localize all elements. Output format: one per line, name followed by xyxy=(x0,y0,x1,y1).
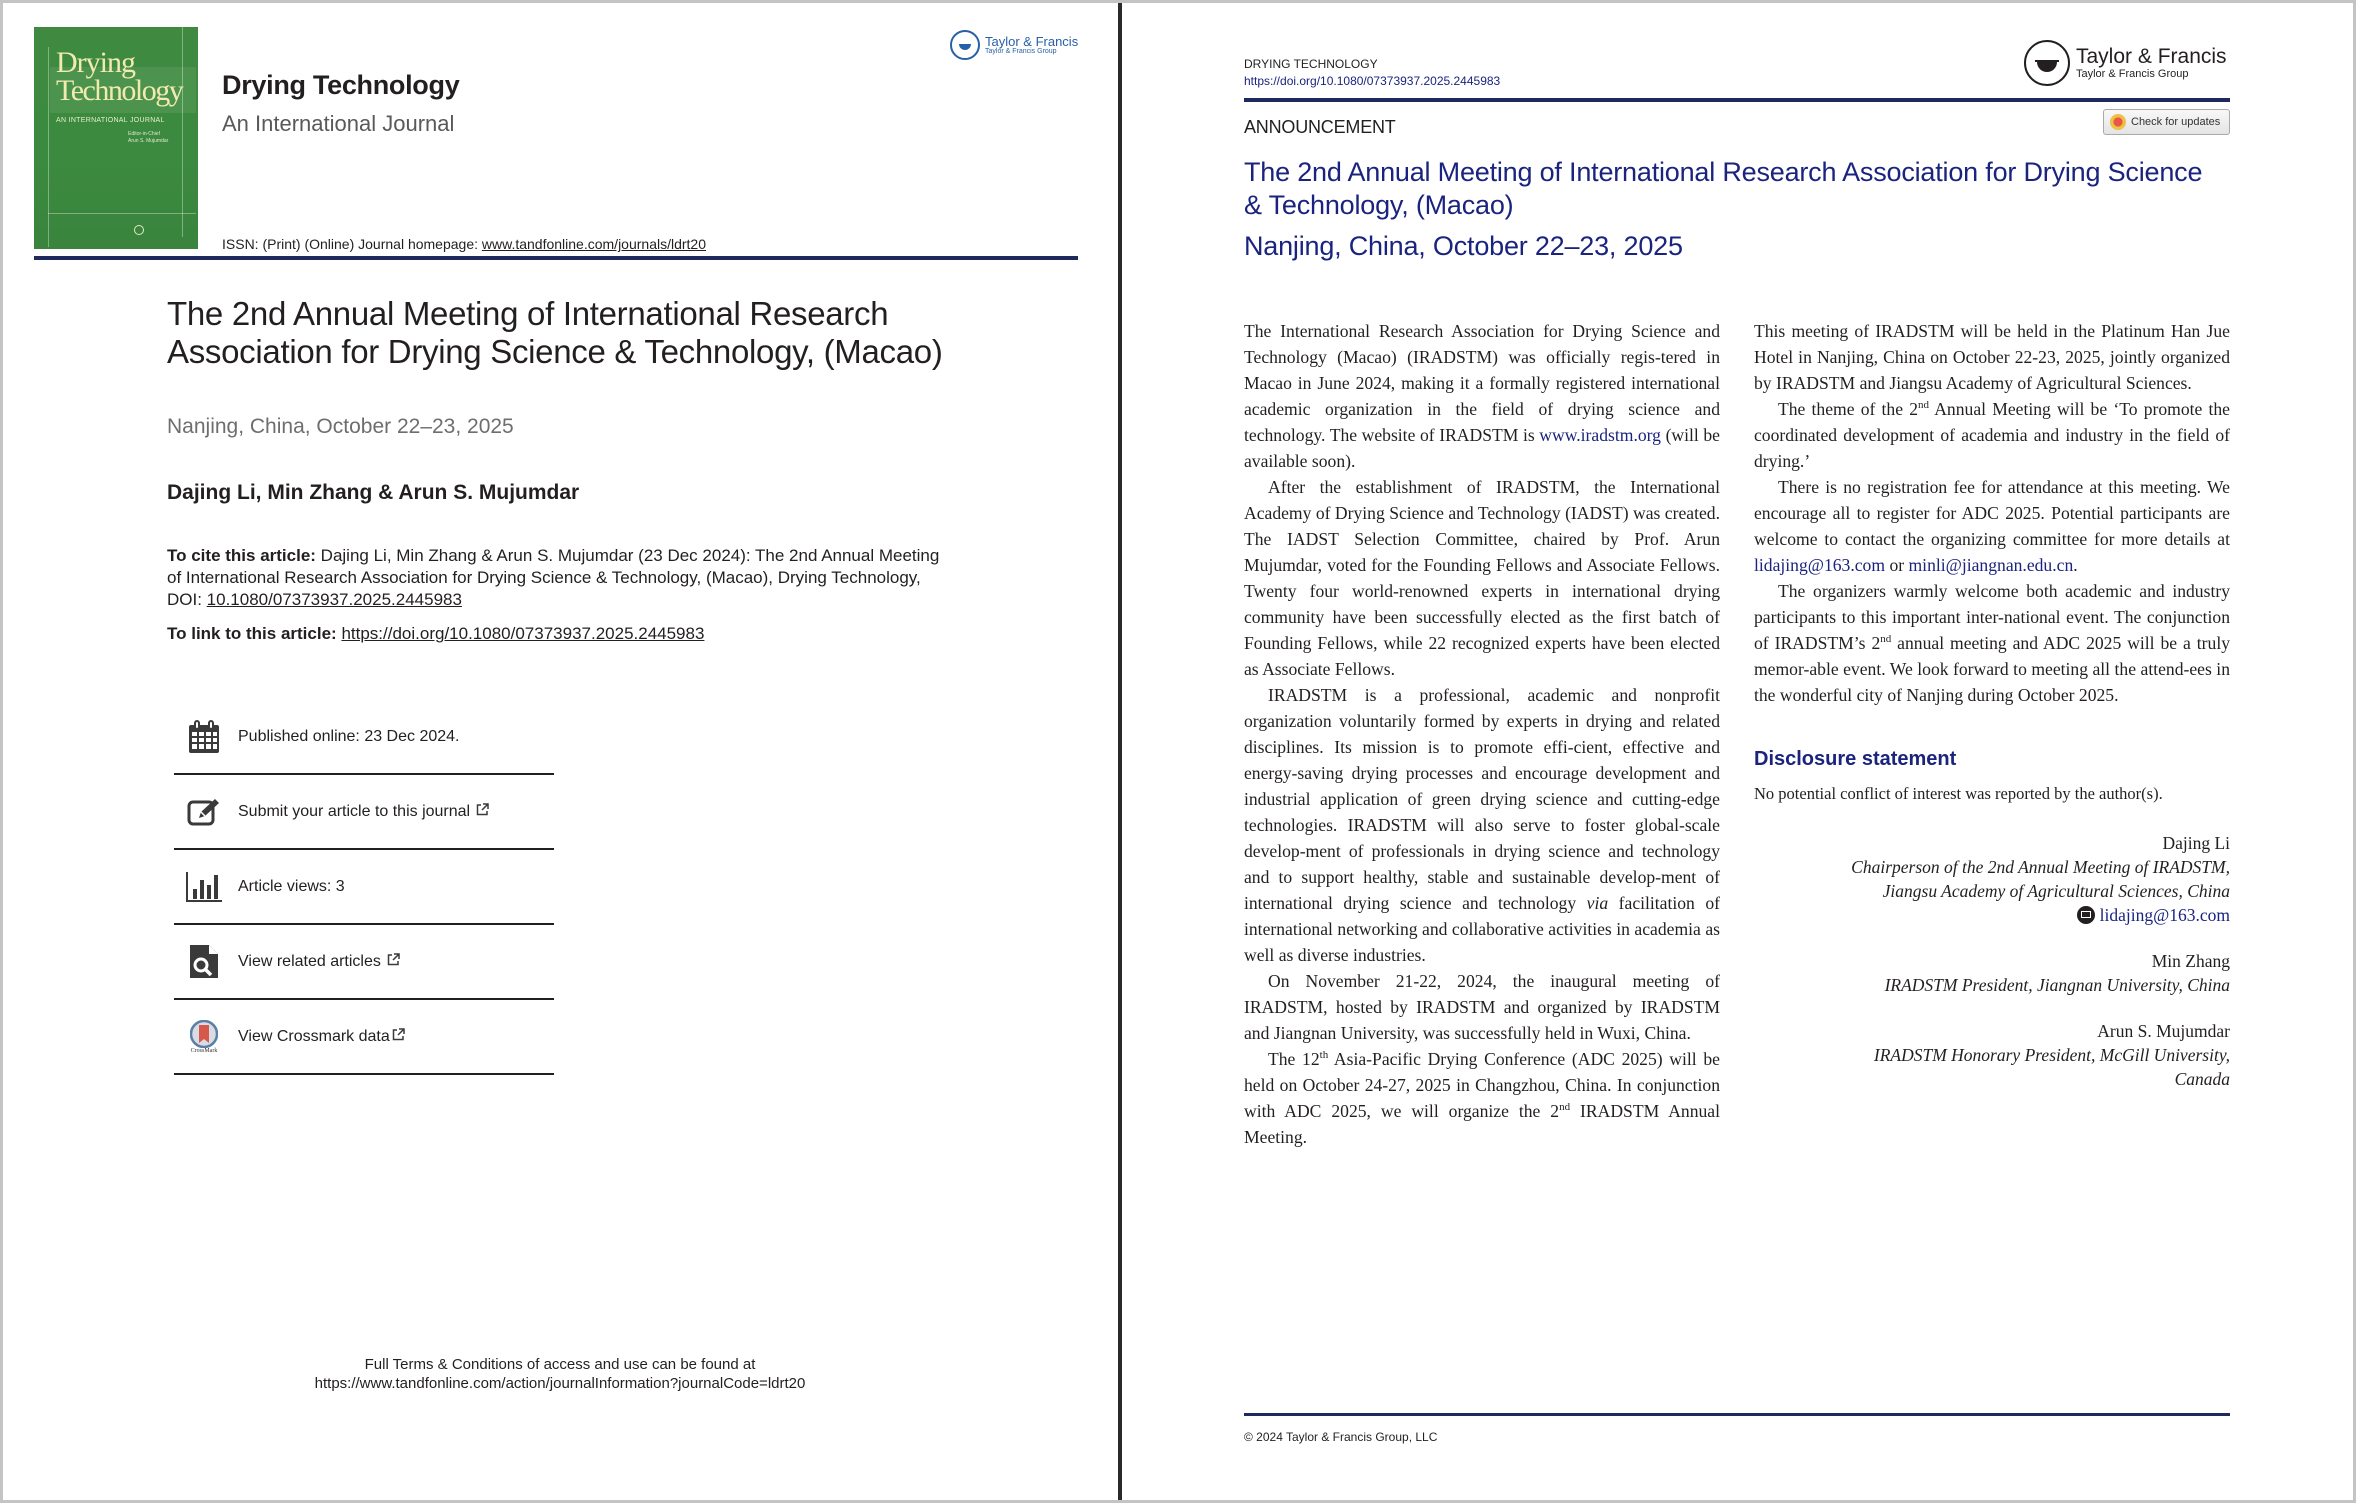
running-head-journal: DRYING TECHNOLOGY xyxy=(1244,57,1378,71)
text: The International Research Association for Drying Science and Technology (Macao) (IRADSTM) was officially regis-tered in Macao in June 2024, making it a formally registered international academic organization in the field of drying science and technology. The website of IRADSTM is xyxy=(1244,321,1720,445)
text: or xyxy=(1885,555,1909,575)
signatory-name: Min Zhang xyxy=(2151,951,2230,971)
issn-text: ISSN: (Print) (Online) Journal homepage: xyxy=(222,236,482,252)
signatory-name: Dajing Li xyxy=(2162,833,2230,853)
section-label: ANNOUNCEMENT xyxy=(1244,117,1396,137)
signatory-email-link[interactable]: lidajing@163.com xyxy=(2099,905,2230,925)
terms-line1: Full Terms & Conditions of access and use can be found at xyxy=(364,1356,756,1373)
email-link-lidajing[interactable]: lidajing@163.com xyxy=(1754,555,1886,575)
meta-submit-article[interactable] xyxy=(174,775,554,850)
article-title: The 2nd Annual Meeting of International Research Association for Drying Science & Technology, (Macao) xyxy=(167,295,943,370)
cover-title-line2: Technology xyxy=(56,74,183,107)
citation-block xyxy=(167,545,957,611)
cover-decoration xyxy=(48,213,196,214)
signatory-name: Arun S. Mujumdar xyxy=(2097,1021,2230,1041)
article-location: Nanjing, China, October 22–23, 2025 xyxy=(167,415,514,438)
publisher-name: Taylor & Francis xyxy=(2076,45,2227,68)
signatory-affiliation: Canada xyxy=(2174,1069,2230,1089)
signatory xyxy=(1754,1019,2230,1091)
related-articles-label: View related articles xyxy=(238,952,381,970)
search-document-icon xyxy=(184,944,224,980)
article-title: The 2nd Annual Meeting of International Research Association for Drying Science & Technology, (Macao) xyxy=(1244,157,2203,220)
text: Asia-Pacific Drying Conference (ADC 2025) will be held on October 24-27, 2025 in Changzhou, China. In conjunction with ADC 2025, we will organize the 2 xyxy=(1244,1049,1720,1121)
text: The 12 xyxy=(1268,1049,1320,1069)
meta-crossmark[interactable] xyxy=(174,1000,554,1075)
signatory xyxy=(1754,949,2230,997)
check-for-updates-label: Check for updates xyxy=(2131,116,2221,128)
crossmark-label: View Crossmark data xyxy=(238,1027,390,1045)
paragraph: After the establishment of IRADSTM, the International Academy of Drying Science and Technology (IADST) was created. The IADST Selection Committee, chaired by Prof. Arun Mujumdar, voted for the Founding Fellows and Associate Fellows. Twenty four world-renowned experts in international drying community have been successfully elected as the first batch of Founding Fellows, while 22 recognized experts have been elected as Associate Fellows. xyxy=(1244,477,1720,679)
cite-label: To cite this article: xyxy=(167,546,316,565)
crossmark-icon xyxy=(184,1019,224,1055)
cover-decoration xyxy=(48,47,49,247)
paragraph xyxy=(1244,318,1720,474)
cite-doi-link[interactable]: 10.1080/07373937.2025.2445983 xyxy=(206,590,462,609)
journal-homepage-link[interactable]: www.tandfonline.com/journals/ldrt20 xyxy=(481,236,707,252)
superscript: nd xyxy=(1559,1101,1571,1114)
article-doi-link[interactable]: https://doi.org/10.1080/07373937.2025.2445983 xyxy=(341,624,705,643)
email-icon xyxy=(2077,906,2095,924)
header-divider xyxy=(34,256,1078,260)
text: . xyxy=(2073,555,2078,575)
cover-subtitle: AN INTERNATIONAL JOURNAL xyxy=(56,117,165,124)
signatory-affiliation: Jiangsu Academy of Agricultural Sciences, China xyxy=(1882,881,2230,901)
taylor-francis-logo xyxy=(950,30,1078,60)
crossmark-icon xyxy=(2110,114,2126,130)
paragraph xyxy=(1754,474,2230,578)
cover-publisher-logo-icon xyxy=(134,225,144,235)
cover-editor-name: Arun S. Mujumdar xyxy=(128,138,169,144)
footer-divider xyxy=(1244,1413,2230,1416)
check-for-updates-button[interactable] xyxy=(2103,109,2230,135)
paragraph xyxy=(1244,682,1720,968)
crossmark-caption: CrossMark xyxy=(190,1047,218,1054)
cover-title-line1: Drying xyxy=(56,46,135,79)
journal-subtitle: An International Journal xyxy=(222,111,455,136)
text: facilitation of international networking and collaborative activities in academia as well as diverse industries. xyxy=(1244,893,1721,965)
submit-article-link[interactable] xyxy=(238,803,488,821)
calendar-icon xyxy=(184,719,224,755)
link-label: To link to this article: xyxy=(167,624,342,643)
text: IRADSTM is a professional, academic and nonprofit organization voluntarily formed by experts in drying and related disciplines. Its mission is to promote effi-cient, effective and energy-saving drying processes and encourage development and industrial application of green drying science and cutting-edge technologies. IRADSTM will also serve to foster global-scale develop-ment of professionals in drying science and technology and to support healthy, stable and sustainable develop-ment of international drying science and technology xyxy=(1244,685,1720,913)
cover-editor-label: Editor-in-Chief xyxy=(128,131,160,137)
paragraph xyxy=(1244,1046,1720,1150)
text: The theme of the 2 xyxy=(1778,399,1919,419)
signatory-role: IRADSTM Honorary President, McGill University, xyxy=(1873,1045,2230,1065)
journal-cover-image xyxy=(34,27,198,249)
body-column-left xyxy=(1244,318,1720,1150)
email-link-minli[interactable]: minli@jiangnan.edu.cn xyxy=(1908,555,2074,575)
teapot-lamp-icon xyxy=(950,30,980,60)
external-link-icon xyxy=(387,953,399,965)
terms-url[interactable]: https://www.tandfonline.com/action/journalInformation?journalCode=ldrt20 xyxy=(314,1375,806,1392)
text: Annual Meeting will be ‘To promote the coordinated development of academia and industry in the field of drying.’ xyxy=(1754,399,2230,471)
paragraph xyxy=(1754,578,2230,708)
text: There is no registration fee for attendance at this meeting. We encourage all to register for ADC 2025. Potential participants are welcome to contact the organizing committee for more details at xyxy=(1754,477,2230,549)
article-views-text: Article views: 3 xyxy=(238,877,345,895)
article-authors: Dajing Li, Min Zhang & Arun S. Mujumdar xyxy=(167,481,580,504)
italic-text: via xyxy=(1586,893,1609,913)
external-link-icon xyxy=(476,803,488,815)
teapot-lamp-icon xyxy=(2024,40,2070,86)
published-online-text: Published online: 23 Dec 2024. xyxy=(238,727,460,745)
terms-notice xyxy=(250,1355,870,1393)
publisher-group: Taylor & Francis Group xyxy=(2076,68,2189,80)
taylor-francis-logo xyxy=(2024,40,2227,86)
edit-icon xyxy=(184,794,224,830)
text: IRADSTM Annual Meeting. xyxy=(1244,1101,1720,1147)
meta-related-articles[interactable] xyxy=(174,925,554,1000)
signatory-role: IRADSTM President, Jiangnan University, China xyxy=(1884,975,2230,995)
external-link-icon xyxy=(392,1028,404,1040)
publisher-name: Taylor & Francis xyxy=(985,34,1079,49)
related-articles-link[interactable] xyxy=(238,953,399,971)
body-column-right xyxy=(1754,318,2230,1091)
paragraph xyxy=(1754,396,2230,474)
cite-text: Dajing Li, Min Zhang & Arun S. Mujumdar (23 Dec 2024): The 2nd Annual Meeting of International Research Association for Drying Science & Technology, (Macao), Drying Technology, DOI: xyxy=(167,546,940,609)
text: The organizers warmly welcome both academic and industry participants to this important inter-national event. The conjunction of IRADSTM’s 2 xyxy=(1754,581,2230,653)
paragraph: On November 21-22, 2024, the inaugural meeting of IRADSTM, hosted by IRADSTM and organized by IRADSTM and Jiangnan University, was successfully held in Wuxi, China. xyxy=(1244,971,1720,1043)
iradstm-website-link[interactable]: www.iradstm.org xyxy=(1539,425,1661,445)
issn-line xyxy=(222,236,706,252)
superscript: th xyxy=(1319,1049,1329,1062)
text: (will be available soon). xyxy=(1244,425,1720,471)
copyright-notice: © 2024 Taylor & Francis Group, LLC xyxy=(1244,1430,1438,1444)
paragraph: This meeting of IRADSTM will be held in the Platinum Han Jue Hotel in Nanjing, China on October 22-23, 2025, jointly organized by IRADSTM and Jiangsu Academy of Agricultural Sciences. xyxy=(1754,321,2230,393)
text: annual meeting and ADC 2025 will be a truly memor-able event. We look forward to meeting all the attend-ees in the wonderful city of Nanjing during October 2025. xyxy=(1754,633,2231,705)
crossmark-link[interactable] xyxy=(238,1028,404,1046)
article-meta-list xyxy=(174,700,554,1075)
article-location: Nanjing, China, October 22–23, 2025 xyxy=(1244,231,1683,261)
meta-article-views xyxy=(174,850,554,925)
disclosure-heading: Disclosure statement xyxy=(1754,748,1957,770)
journal-title: Drying Technology xyxy=(222,70,460,100)
superscript: nd xyxy=(1880,633,1892,646)
superscript: nd xyxy=(1918,399,1930,412)
article-link-block xyxy=(167,624,704,644)
signatory xyxy=(1754,831,2230,927)
meta-published-online xyxy=(174,700,554,775)
cover-decoration xyxy=(182,27,183,237)
signatory-role: Chairperson of the 2nd Annual Meeting of IRADSTM, xyxy=(1851,857,2230,877)
submit-article-label: Submit your article to this journal xyxy=(238,802,471,820)
disclosure-text: No potential conflict of interest was reported by the author(s). xyxy=(1754,784,2163,803)
publisher-group: Taylor & Francis Group xyxy=(985,48,1057,55)
cover-editor xyxy=(128,131,168,145)
running-head-doi-link[interactable]: https://doi.org/10.1080/07373937.2025.2445983 xyxy=(1244,74,1501,88)
bar-chart-icon xyxy=(184,869,224,905)
header-divider xyxy=(1244,98,2230,102)
